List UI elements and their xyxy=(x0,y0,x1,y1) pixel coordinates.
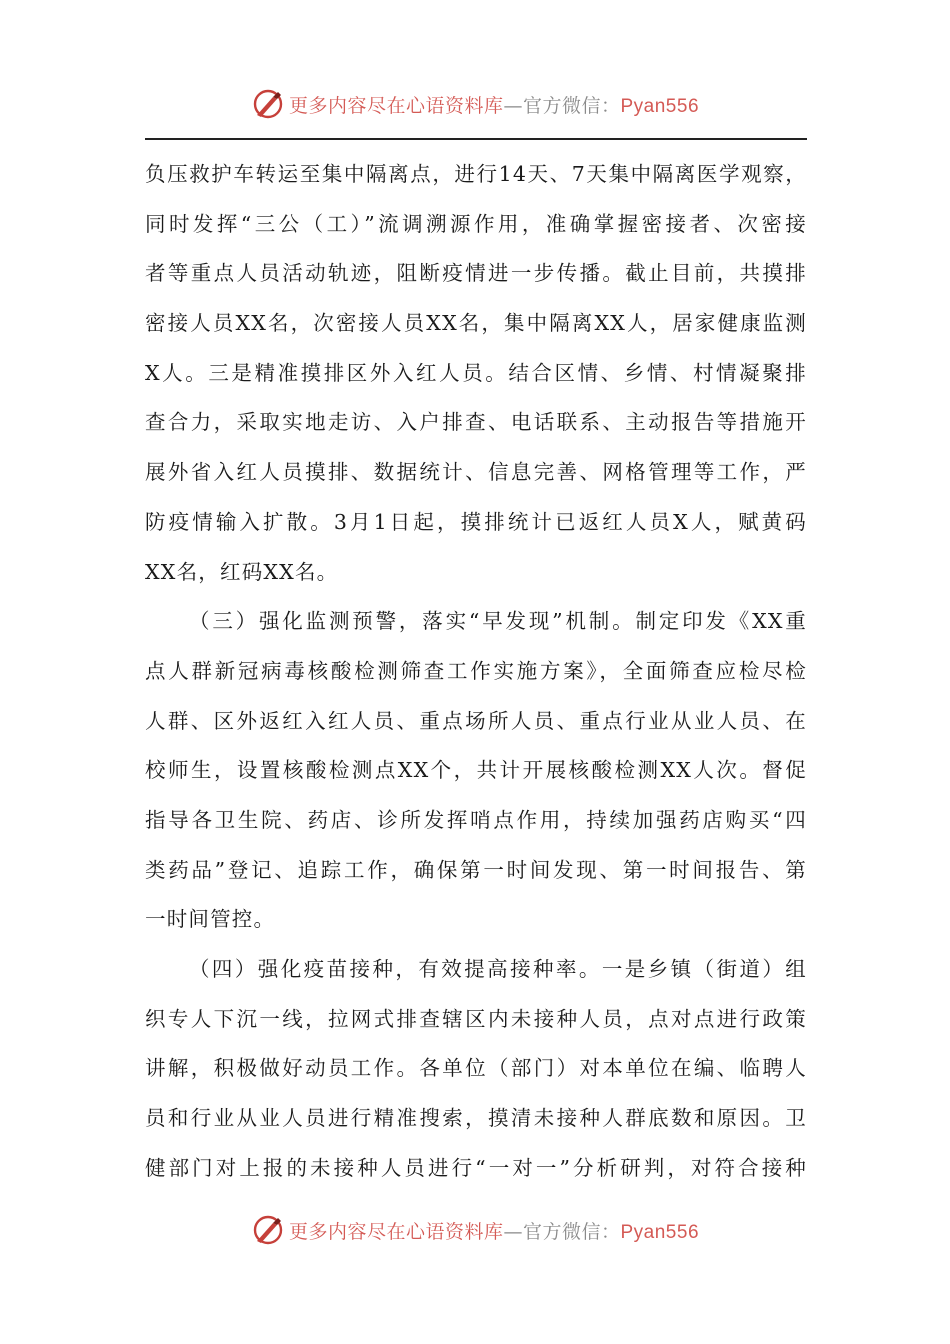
text-line: （三）强化监测预警，落实“早发现”机制。制定印发《XX重 xyxy=(189,609,807,634)
banner-label: 官方微信： xyxy=(522,1220,621,1243)
text-line: 指导各卫生院、药店、诊所发挥哨点作用，持续加强药店购买“四 xyxy=(145,807,807,832)
text-line: 展外省入红人员摸排、数据统计、信息完善、网格管理等工作，严 xyxy=(145,460,807,485)
text-line: 类药品”登记、追踪工作，确保第一时间发现、第一时间报告、第 xyxy=(145,857,807,882)
text-line: 同时发挥“三公（工）”流调溯源作用，准确掌握密接者、次密接 xyxy=(145,211,807,236)
banner-label: 官方微信： xyxy=(522,94,621,117)
text-line: X人。三是精准摸排区外入红人员。结合区情、乡情、村情凝聚排 xyxy=(145,360,807,385)
text-line: 织专人下沉一线，拉网式排查辖区内未接种人员，点对点进行政策 xyxy=(145,1006,807,1031)
text-line: 防疫情输入扩散。3月1日起，摸排统计已返红人员X人，赋黄码 xyxy=(145,509,807,534)
text-line: 查合力，采取实地走访、入户排查、电话联系、主动报告等措施开 xyxy=(145,410,807,435)
text-line: 点人群新冠病毒核酸检测筛查工作实施方案》，全面筛查应检尽检 xyxy=(145,658,807,683)
footer-banner xyxy=(0,1206,950,1254)
text-line: 人群、区外返红入红人员、重点场所人员、重点行业从业人员、在 xyxy=(145,708,807,733)
banner-prefix: 更多内容尽在心语资料库 xyxy=(288,1220,504,1243)
text-line: 负压救护车转运至集中隔离点，进行14天、7天集中隔离医学观察， xyxy=(145,162,807,186)
text-line: 校师生，设置核酸检测点XX个，共计开展核酸检测XX人次。督促 xyxy=(145,758,807,783)
banner-text xyxy=(289,1217,699,1244)
text-line: XX名，红码XX名。 xyxy=(145,559,339,584)
text-line: 健部门对上报的未接种人员进行“一对一”分析研判，对符合接种 xyxy=(145,1155,807,1180)
banner-wechat-id: Pyan556 xyxy=(620,1221,700,1243)
banner-wechat-id: Pyan556 xyxy=(620,95,700,117)
document-body xyxy=(145,150,807,1193)
text-line: 讲解，积极做好动员工作。各单位（部门）对本单位在编、临聘人 xyxy=(145,1056,807,1081)
header-banner xyxy=(0,80,950,128)
pen-logo-icon xyxy=(251,87,285,121)
text-line: 员和行业从业人员进行精准搜索，摸清未接种人群底数和原因。卫 xyxy=(145,1106,807,1131)
banner-dash: — xyxy=(503,1220,523,1243)
text-line: 密接人员XX名，次密接人员XX名，集中隔离XX人，居家健康监测 xyxy=(145,311,807,336)
header-rule xyxy=(145,138,807,140)
pen-logo-icon xyxy=(251,1213,285,1247)
banner-dash: — xyxy=(503,94,523,117)
text-line: 者等重点人员活动轨迹，阻断疫情进一步传播。截止目前，共摸排 xyxy=(145,261,807,286)
text-line: 一时间管控。 xyxy=(145,907,276,932)
banner-prefix: 更多内容尽在心语资料库 xyxy=(288,94,504,117)
text-line: （四）强化疫苗接种，有效提高接种率。一是乡镇（街道）组 xyxy=(189,957,807,981)
banner-text xyxy=(289,91,699,118)
